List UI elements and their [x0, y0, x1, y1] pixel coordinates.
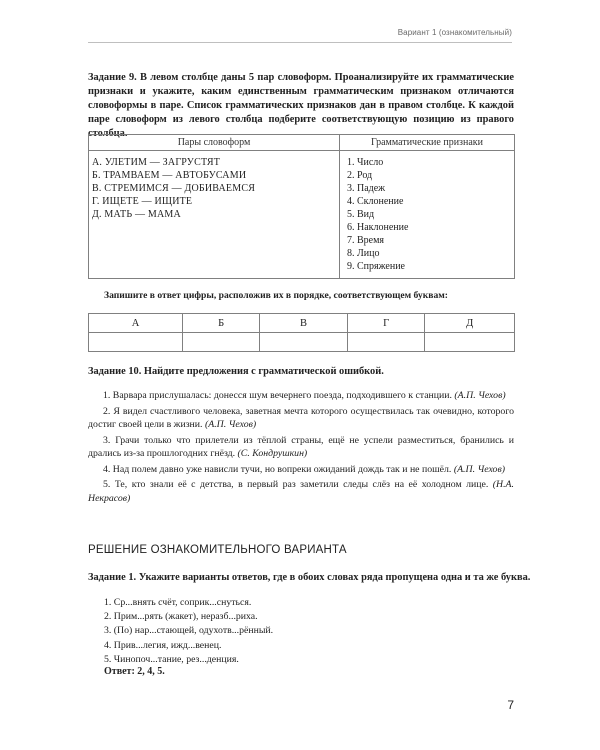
sentence-text: 4. Над полем давно уже нависли тучи, но вопреки ожиданий дождь так и не пошёл.	[103, 463, 454, 475]
answer-letter: В	[260, 314, 348, 333]
task-10-sentences	[88, 389, 514, 507]
pair-item-c: В. СТРЕМИМСЯ — ДОБИВАЕМСЯ	[92, 183, 256, 194]
answer-line: Ответ: 2, 4, 5.	[104, 666, 165, 677]
property-item: 5. Вид	[347, 209, 375, 220]
answer-instruction: Запишите в ответ цифры, расположив их в порядке, соответствующем буквам:	[104, 290, 448, 301]
sentence-text: 1. Варвара прислушалась: донесся шум вечернего поезда, подходившего к станции.	[103, 390, 455, 401]
pair-item-e: Д. МАТЬ — МАМА	[92, 209, 181, 220]
sentence-source: (А.П. Чехов)	[453, 463, 505, 475]
property-item: 3. Падеж	[347, 183, 386, 194]
property-item: 4. Склонение	[347, 196, 404, 207]
task-10-title: Задание 10. Найдите предложения с грамматической ошибкой.	[88, 366, 384, 377]
task-9-statement: Задание 9. В левом столбце даны 5 пар словоформ. Проанализируйте их грамматические признаки и укажите, каким единственным грамматическим признаком отличаются словоформы в паре. Список грамматических признаков дан в правом столбце. К каждой паре словоформ из левого столбца подберите соответствующую позицию из правого столбца.	[88, 72, 514, 139]
sentence-item	[88, 389, 514, 403]
sentence-item	[88, 405, 514, 432]
pair-item-a: А. УЛЕТИМ — ЗАГРУСТЯТ	[92, 157, 221, 168]
property-item: 8. Лицо	[347, 248, 380, 259]
property-item: 9. Спряжение	[347, 261, 405, 272]
task-1-options	[104, 596, 273, 667]
sentence-source: (А.П. Чехов)	[204, 419, 257, 430]
sentence-item	[88, 434, 514, 461]
task-1-statement: Задание 1. Укажите варианты ответов, где в обоих словах ряда пропущена одна и та же буква.	[88, 572, 531, 583]
answer-letter: А	[89, 314, 183, 333]
property-item: 6. Наклонение	[347, 222, 409, 233]
sentence-source: (Н.А. Некрасов)	[88, 479, 514, 504]
option-item: 2. Прим...рять (жакет), неразб...риха.	[104, 611, 258, 623]
pair-item-d: Г. ИЩЕТЕ — ИЩИТЕ	[92, 196, 193, 207]
answer-blank-cell[interactable]	[347, 333, 425, 352]
answer-blank-cell[interactable]	[183, 333, 260, 352]
property-item: 2. Род	[347, 170, 373, 181]
option-item: 1. Ср...внять счёт, соприк...снуться.	[104, 597, 252, 608]
answer-blank-cell[interactable]	[89, 333, 183, 352]
answer-letter: Д	[425, 314, 515, 333]
properties-cell	[340, 151, 515, 279]
answer-grid	[88, 313, 515, 352]
sentence-source: (С. Кондрушкин)	[237, 448, 308, 459]
option-item: 4. Прив...легия, ижд...венец.	[104, 639, 222, 651]
property-item: 7. Время	[347, 235, 385, 246]
sentence-item	[88, 478, 514, 505]
option-item: 5. Чинопоч...тание, рез...денция.	[104, 653, 239, 665]
sentence-text: 2. Я видел счастливого человека, заветная мечта которого осуществилась так очевидно, которого достиг своей цели в жизни.	[88, 405, 514, 430]
answer-blank-cell[interactable]	[260, 333, 348, 352]
page-number: 7	[507, 698, 514, 712]
pairs-cell	[89, 151, 340, 279]
answer-blank-cell[interactable]	[425, 333, 515, 352]
sentence-item	[88, 463, 514, 477]
pairs-column-header: Пары словоформ	[89, 135, 340, 151]
properties-column-header: Грамматические признаки	[340, 135, 515, 151]
option-item: 3. (По) нар...стающей, одухотв...рённый.	[104, 625, 274, 637]
sentence-text: 5. Те, кто знали её с детства, в первый раз заметили следы слёз на её холодном лице.	[103, 479, 493, 490]
header-title: Вариант 1 (ознакомительный)	[397, 28, 512, 37]
pair-item-b: Б. ТРАМВАЕМ — АВТОБУСАМИ	[92, 170, 247, 181]
answer-letter: Б	[183, 314, 260, 333]
word-pairs-table	[88, 134, 515, 279]
answer-letter: Г	[347, 314, 425, 333]
sentence-text: 3. Грачи только что прилетели из тёплой страны, ещё не успели разместиться, бранились и дрались из-за прошлогодних гнёзд.	[88, 434, 514, 459]
running-header	[88, 28, 512, 43]
sentence-source: (А.П. Чехов)	[454, 390, 506, 401]
property-item: 1. Число	[347, 157, 384, 168]
solution-heading: РЕШЕНИЕ ОЗНАКОМИТЕЛЬНОГО ВАРИАНТА	[88, 544, 347, 556]
